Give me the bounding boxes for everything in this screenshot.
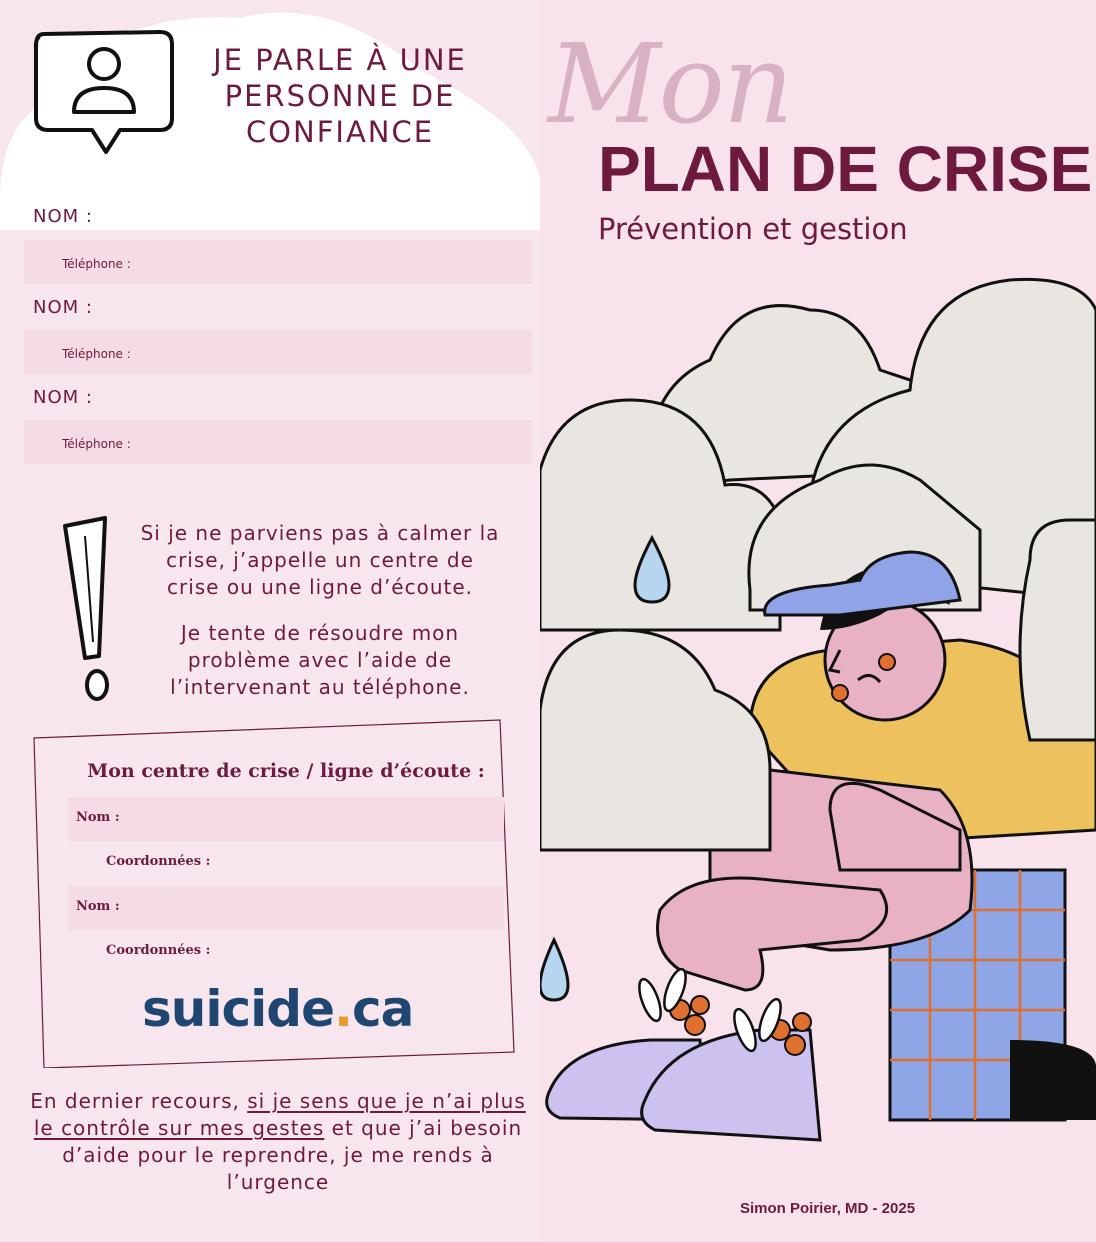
trust-section-title: JE PARLE À UNE PERSONNE DE CONFIANCE — [213, 43, 467, 149]
center-2-name-label: Nom : — [76, 899, 120, 914]
suicide-ca-logo[interactable] — [142, 980, 413, 1038]
page-title: PLAN DE CRISE — [598, 133, 1093, 205]
sad-person-illustration — [540, 270, 1096, 1170]
center-1-name-field[interactable] — [68, 797, 504, 841]
contact-2-name-label: NOM : — [33, 297, 93, 318]
author-credit: Simon Poirier, MD - 2025 — [740, 1200, 916, 1217]
logo-dot: . — [333, 980, 352, 1038]
last-resort-underlined: si je sens que je n’ai plus le contrôle sur mes gestes — [33, 1089, 526, 1140]
contact-2-phone-label: Téléphone : — [62, 347, 131, 361]
center-2-contact-field[interactable] — [68, 930, 504, 974]
center-2-contact-label: Coordonnées : — [106, 943, 211, 958]
logo-text-right: ca — [351, 980, 414, 1038]
last-resort-before: En dernier recours, — [30, 1089, 248, 1113]
contact-3-phone-label: Téléphone : — [62, 437, 131, 451]
contact-3-name-label: NOM : — [33, 387, 93, 408]
last-resort-after: et que j’ai besoin d’aide pour le reprendre, je me rends à l’urgence — [62, 1116, 523, 1194]
crisis-paragraph-2: Je tente de résoudre mon problème avec l’aide de l’intervenant au téléphone. — [170, 621, 470, 699]
page-subtitle: Prévention et gestion — [598, 212, 908, 246]
contact-3-phone-field[interactable] — [24, 420, 532, 464]
exclamation-icon — [55, 512, 135, 712]
contact-1-phone-field[interactable] — [24, 240, 532, 284]
header-script-word: Mon — [548, 20, 792, 148]
crisis-center-title: Mon centre de crise / ligne d’écoute : — [87, 760, 485, 782]
last-resort-text — [28, 1088, 528, 1196]
crisis-instructions — [140, 520, 500, 720]
contact-1-name-label: NOM : — [33, 206, 93, 227]
crisis-paragraph-1: Si je ne parviens pas à calmer la crise, j’appelle un centre de crise ou une ligne d’écoute. — [140, 521, 500, 599]
center-1-contact-label: Coordonnées : — [106, 854, 211, 869]
contact-1-phone-label: Téléphone : — [62, 257, 131, 271]
contact-2-phone-field[interactable] — [24, 330, 532, 374]
center-1-contact-field[interactable] — [68, 841, 504, 885]
center-1-name-label: Nom : — [76, 810, 120, 825]
left-panel — [0, 0, 540, 1242]
center-2-name-field[interactable] — [68, 886, 504, 930]
logo-text-left: suicide — [142, 980, 334, 1038]
person-chat-icon — [30, 26, 180, 161]
